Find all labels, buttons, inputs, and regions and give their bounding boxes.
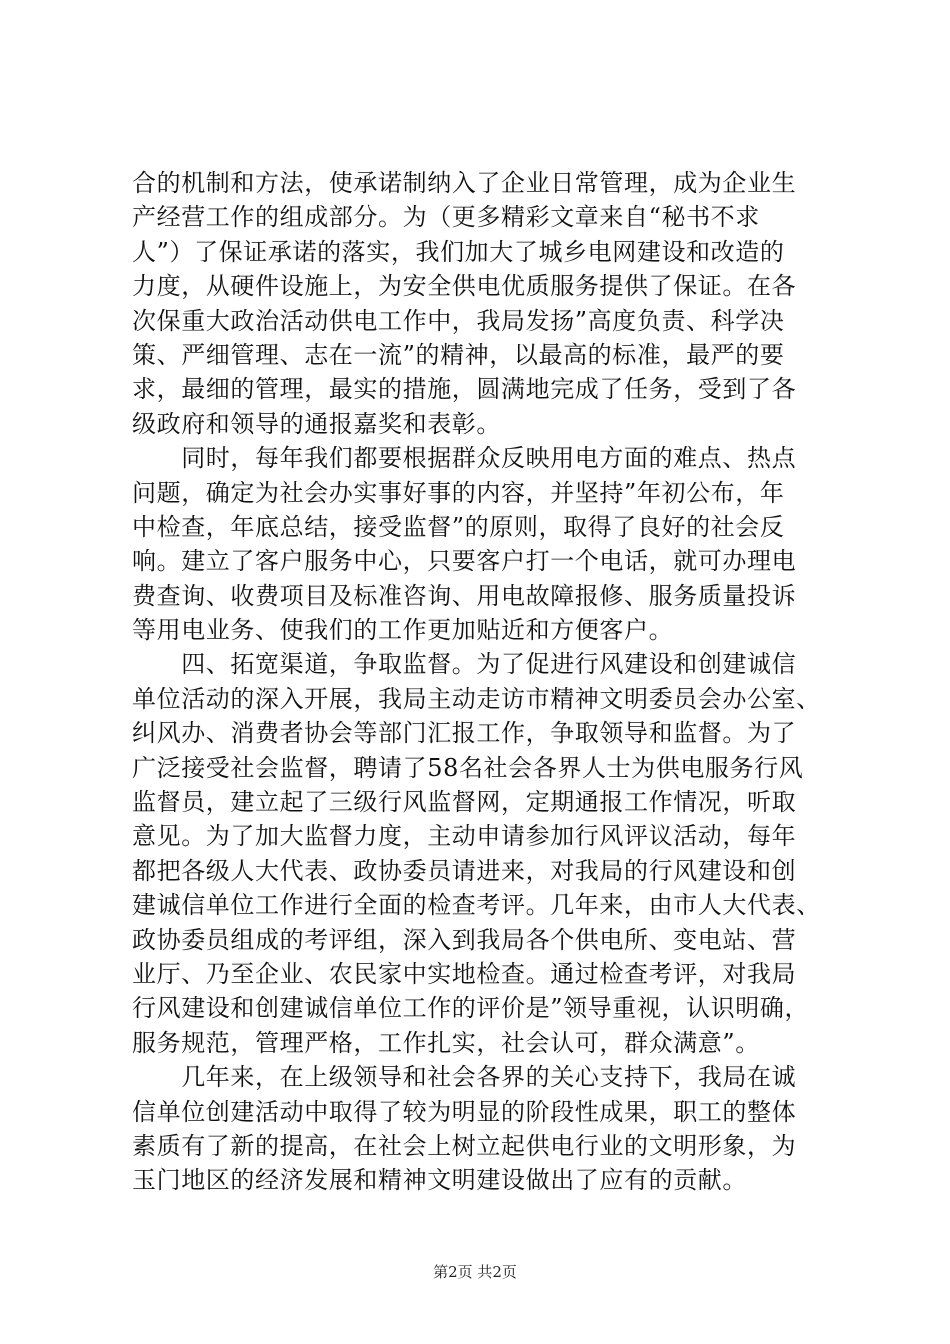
text-line: 策、严细管理、志在一流”的精神，以最高的标准，最严的要 [132,340,785,369]
text-line: 合的机制和方法，使承诺制纳入了企业日常管理，成为企业生 [132,169,797,197]
text-line: 政协委员组成的考评组，深入到我局各个供电所、变电站、营 [132,925,797,954]
text-line: 业厅、乃至企业、农民家中实地检查。通过检查考评，对我局 [132,959,797,988]
text-line: 等用电业务、使我们的工作更加贴近和方便客户。 [132,616,674,645]
text-line: 素质有了新的提高，在社会上树立起供电行业的文明形象，为 [132,1131,797,1160]
text-line: 意见。为了加大监督力度，主动申请参加行风评议活动，每年 [132,822,797,851]
text-line: 玉门地区的经济发展和精神文明建设做出了应有的贡献。 [132,1166,747,1195]
text-line: 几年来，在上级领导和社会各界的关心支持下，我局在诚 [132,1063,797,1092]
text-line: 建诚信单位工作进行全面的检查考评。几年来，由市人大代表、 [132,891,821,920]
text-line: 求，最细的管理，最实的措施，圆满地完成了任务，受到了各 [132,375,797,404]
text-line: 信单位创建活动中取得了较为明显的阶段性成果，职工的整体 [132,1097,797,1126]
text-line: 力度，从硬件设施上，为安全供电优质服务提供了保证。在各 [132,272,797,301]
document-body [132,166,822,1198]
text-line: 人”）了保证承诺的落实，我们加大了城乡电网建设和改造的 [132,237,785,266]
text-line: 级政府和领导的通报嘉奖和表彰。 [132,409,501,438]
text-line: 服务规范，管理严格，工作扎实，社会认可，群众满意”。 [132,1028,760,1057]
text-line: 问题，确定为社会办实事好事的内容，并坚持”年初公布，年 [132,478,785,507]
text-line: 行风建设和创建诚信单位工作的评价是”领导重视，认识明确， [132,994,810,1023]
page-number-footer: 第2页 共2页 [433,1263,517,1281]
text-line: 产经营工作的组成部分。为（更多精彩文章来自“秘书不求 [132,203,760,232]
text-line: 响。建立了客户服务中心，只要客户打一个电话，就可办理电 [132,547,797,576]
text-line: 广泛接受社会监督，聘请了58名社会各界人士为供电服务行风 [132,753,804,782]
text-line: 四、拓宽渠道，争取监督。为了促进行风建设和创建诚信 [132,650,797,679]
text-line: 纠风办、消费者协会等部门汇报工作，争取领导和监督。为了 [132,719,797,748]
text-line: 都把各级人大代表、政协委员请进来，对我局的行风建设和创 [132,856,797,885]
text-line: 费查询、收费项目及标准咨询、用电故障报修、服务质量投诉 [132,581,797,610]
text-line: 中检查，年底总结，接受监督”的原则，取得了良好的社会反 [132,512,785,541]
text-line: 次保重大政治活动供电工作中，我局发扬”高度负责、科学决 [132,306,785,335]
text-line: 单位活动的深入开展，我局主动走访市精神文明委员会办公室、 [132,684,821,713]
text-line: 同时，每年我们都要根据群众反映用电方面的难点、热点 [132,444,797,473]
text-line: 监督员，建立起了三级行风监督网，定期通报工作情况，听取 [132,788,797,817]
